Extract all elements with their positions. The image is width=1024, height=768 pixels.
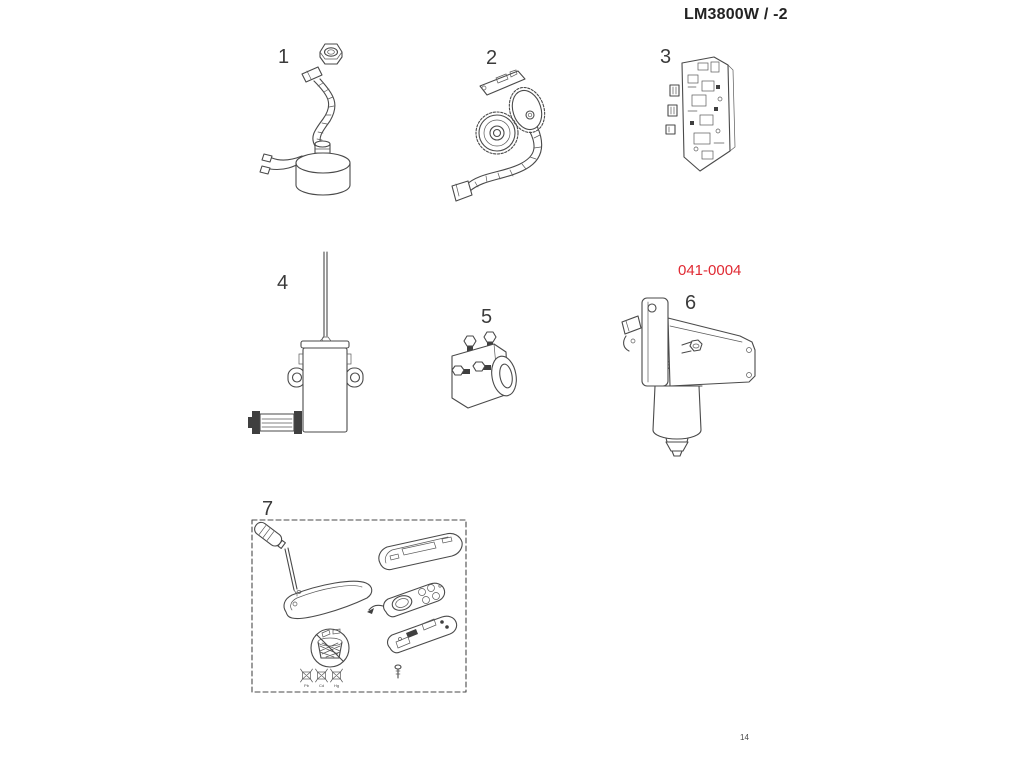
antenna-wire-icon	[322, 252, 327, 344]
clamp-block-illustration	[446, 330, 524, 422]
page-title: LM3800W / -2	[684, 6, 788, 23]
coil-canister-body	[296, 141, 350, 195]
part-6-label: 6	[685, 292, 697, 314]
receiver-box-illustration	[248, 250, 366, 438]
part-7-label: 7	[262, 498, 274, 520]
remote-top-shell-icon	[379, 533, 462, 569]
page-number: 14	[740, 733, 749, 742]
bracket-icon	[642, 298, 668, 386]
hex-nut-icon	[320, 44, 342, 64]
pcb-edge-connectors	[666, 85, 679, 134]
curved-arrow-icon	[367, 605, 383, 614]
coil-canister-illustration	[252, 40, 354, 200]
mounting-bracket-icon	[480, 70, 525, 95]
circuit-board-illustration	[654, 55, 742, 190]
part-5-label: 5	[481, 306, 493, 328]
motor-body-icon	[652, 386, 702, 456]
remote-pcb-icon	[388, 616, 457, 678]
screw-icon	[395, 665, 401, 678]
roller-icon	[248, 411, 302, 434]
battery-chemical-symbols	[301, 669, 343, 688]
part-4-label: 4	[277, 272, 289, 294]
hg-symbol-icon	[331, 669, 343, 688]
receiver-box-body	[299, 337, 351, 432]
screwdriver-icon	[252, 520, 297, 593]
housing-icon	[668, 318, 755, 386]
pb-symbol-icon	[301, 669, 313, 688]
front-gear-icon	[476, 112, 518, 154]
part-1-label: 1	[278, 46, 290, 68]
mounting-ear-right	[346, 368, 363, 387]
part-6-code: 041-0004	[678, 262, 742, 279]
cd-label: Cd	[318, 683, 325, 688]
battery-disposal-icon	[311, 629, 349, 667]
remote-bottom-shell-icon	[284, 581, 372, 618]
gear-drive-illustration	[444, 58, 548, 208]
membrane-panel-icon	[384, 583, 445, 617]
hg-label: Hg	[333, 683, 340, 688]
part-3-label: 3	[660, 46, 672, 68]
drive-motor-illustration	[612, 290, 764, 462]
remote-kit-illustration	[250, 518, 470, 696]
pb-label: Pb	[304, 683, 309, 688]
cd-symbol-icon	[316, 669, 328, 688]
brush-connector-icon	[622, 316, 641, 351]
part-2-label: 2	[486, 47, 498, 69]
cable-connector-icon	[302, 67, 322, 82]
